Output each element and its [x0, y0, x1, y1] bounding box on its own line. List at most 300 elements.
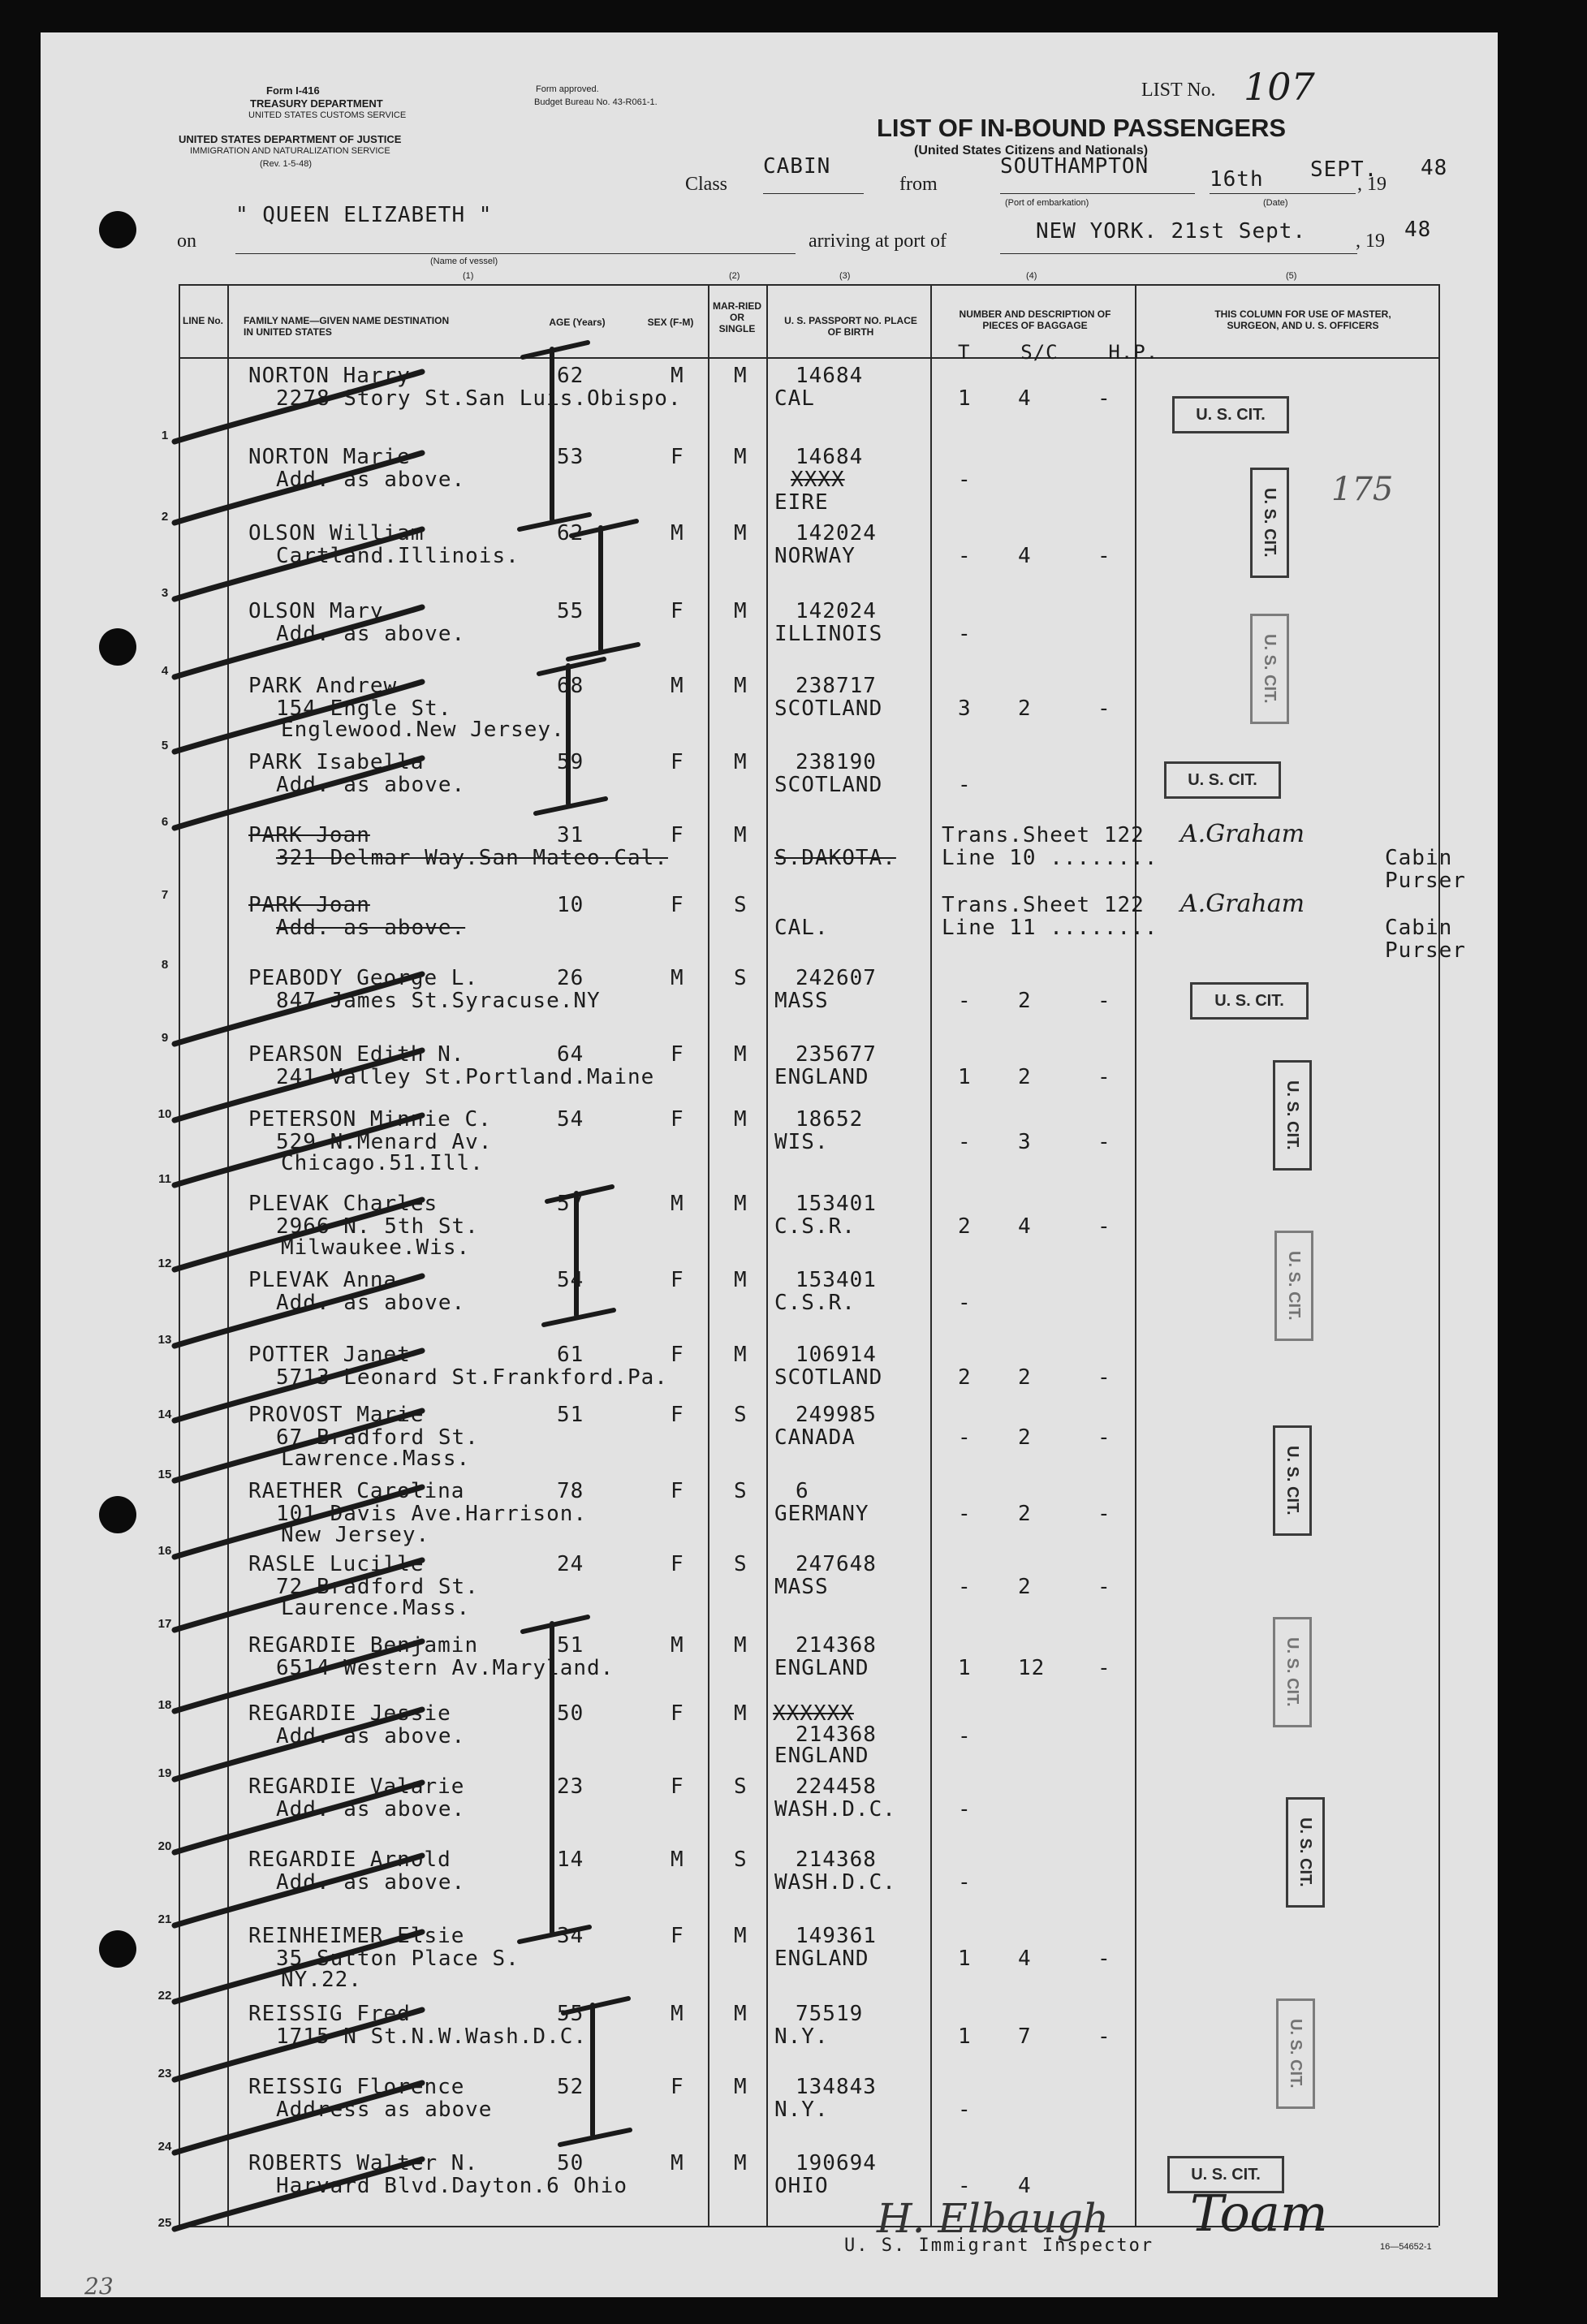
- inspector-signature: H. Elbaugh: [877, 2195, 1110, 2242]
- us-citizen-stamp: U. S. CIT.: [1276, 1998, 1315, 2109]
- passenger-name: PARK Isabella: [248, 750, 425, 774]
- passenger-sex: M: [671, 2002, 684, 2026]
- vessel-caption: (Name of vessel): [430, 257, 498, 266]
- corner-note: 23: [84, 2273, 114, 2300]
- passenger-name: REGARDIE Valarie: [248, 1774, 465, 1799]
- passenger-name: REISSIG Florence: [248, 2075, 465, 2099]
- passenger-address: 5713 Leonard St.Frankford.Pa.: [276, 1365, 668, 1390]
- passenger-address: 35 Sutton Place S.: [276, 1947, 520, 1971]
- baggage-hand: -: [1098, 1365, 1111, 1390]
- passenger-sex: F: [671, 823, 684, 847]
- place-of-birth: MASS: [774, 1575, 829, 1599]
- transfer-note: Trans.Sheet 122: [942, 893, 1145, 917]
- line-number: 12: [157, 1257, 172, 1270]
- place-of-birth: NORWAY: [774, 544, 856, 568]
- transfer-note: Trans.Sheet 122: [942, 823, 1145, 847]
- rule: [1000, 193, 1195, 194]
- passenger-address: 72 Bradford St.: [276, 1575, 479, 1599]
- date-day: 16th: [1210, 167, 1264, 192]
- place-of-birth: WASH.D.C.: [774, 1797, 896, 1822]
- baggage-suitcases: 4: [1018, 1947, 1032, 1971]
- place-of-birth: N.Y.: [774, 2024, 829, 2049]
- passenger-age: 53: [557, 445, 584, 469]
- passenger-name: REISSIG Fred: [248, 2002, 411, 2026]
- passenger-name: PARK Joan: [248, 893, 370, 917]
- marital-status: M: [734, 674, 748, 698]
- line-number: 10: [157, 1107, 172, 1121]
- rule: [763, 193, 864, 194]
- passenger-address: Add. as above.: [276, 1291, 466, 1315]
- baggage-hand: -: [1098, 1130, 1111, 1154]
- passport-number: 214368: [796, 1633, 877, 1658]
- place-of-birth: SCOTLAND: [774, 773, 883, 797]
- us-citizen-stamp: U. S. CIT.: [1190, 982, 1309, 1020]
- passenger-address: Add. as above.: [276, 468, 466, 492]
- passenger-address: Harvard Blvd.Dayton.6 Ohio: [276, 2174, 627, 2198]
- passenger-address: Add. as above.: [276, 1724, 466, 1748]
- passenger-age: 54: [557, 1268, 584, 1292]
- marital-status: M: [734, 2151, 748, 2175]
- passport-number: 247648: [796, 1552, 877, 1576]
- line-number: 23: [157, 2067, 172, 2080]
- passport-number: 153401: [796, 1192, 877, 1216]
- passenger-address-2: Englewood.New Jersey.: [281, 718, 565, 742]
- passport-number: 214368: [796, 1723, 877, 1747]
- passenger-address: 2966 N. 5th St.: [276, 1214, 479, 1239]
- baggage-suitcases: 2: [1018, 989, 1032, 1013]
- passenger-address-2: New Jersey.: [281, 1523, 430, 1547]
- passenger-address: 2278 Story St.San Luis.Obispo.: [276, 386, 682, 411]
- passenger-age: 64: [557, 1042, 584, 1067]
- passenger-address-2: Lawrence.Mass.: [281, 1447, 471, 1471]
- baggage-suitcases: 4: [1018, 1214, 1032, 1239]
- passenger-address: 101 Davis Ave.Harrison.: [276, 1502, 588, 1526]
- place-of-birth: ENGLAND: [774, 1744, 869, 1768]
- marital-status: M: [734, 2075, 748, 2099]
- passenger-address: 6514 Western Av.Maryland.: [276, 1656, 615, 1680]
- place-of-birth: GERMANY: [774, 1502, 869, 1526]
- marital-status: S: [734, 966, 748, 990]
- passenger-age: 24: [557, 1552, 584, 1576]
- baggage-suitcases: 2: [1018, 1425, 1032, 1450]
- baggage-trunks: 2: [958, 1365, 972, 1390]
- passport-number: 190694: [796, 2151, 877, 2175]
- col-num: (4): [1026, 271, 1037, 281]
- place-of-birth: ILLINOIS: [774, 622, 883, 646]
- date-caption: (Date): [1263, 198, 1288, 208]
- baggage-trunks: 1: [958, 2024, 972, 2049]
- passport-number: 106914: [796, 1343, 877, 1367]
- line-number: 16: [157, 1544, 172, 1558]
- year-value: 48: [1421, 156, 1448, 180]
- line-number: 2: [161, 510, 169, 524]
- passenger-name: OLSON William: [248, 521, 425, 545]
- col-rule: [227, 284, 229, 2226]
- line-number: 21: [157, 1912, 172, 1926]
- passenger-address: 67 Bradford St.: [276, 1425, 479, 1450]
- passenger-name: PLEVAK Anna: [248, 1268, 398, 1292]
- baggage-trunks: 1: [958, 1065, 972, 1089]
- header-age: AGE (Years): [549, 317, 606, 328]
- passenger-address-2: Laurence.Mass.: [281, 1596, 471, 1620]
- passenger-name: PARK Joan: [248, 823, 370, 847]
- department-1: TREASURY DEPARTMENT: [250, 97, 383, 110]
- us-citizen-stamp: U. S. CIT.: [1286, 1797, 1325, 1908]
- baggage-suitcases: 2: [1018, 1365, 1032, 1390]
- passport-number: 242607: [796, 966, 877, 990]
- passenger-name: OLSON Mary: [248, 599, 384, 623]
- passenger-age: 61: [557, 1343, 584, 1367]
- passenger-age: 23: [557, 1774, 584, 1799]
- officer-note: Cabin: [1385, 846, 1453, 870]
- passenger-name: NORTON Harry: [248, 364, 411, 388]
- passenger-name: PEABODY George L.: [248, 966, 479, 990]
- place-of-birth: ENGLAND: [774, 1065, 869, 1089]
- header-bottom-rule: [179, 357, 1438, 359]
- passenger-sex: F: [671, 2075, 684, 2099]
- passenger-address: 529 N.Menard Av.: [276, 1130, 493, 1154]
- line-number: 13: [157, 1333, 172, 1347]
- place-of-birth: ENGLAND: [774, 1656, 869, 1680]
- header-sex: SEX (F-M): [647, 317, 694, 328]
- line-number: 7: [161, 888, 169, 902]
- baggage-hand: -: [1098, 1214, 1111, 1239]
- place-of-birth: C.S.R.: [774, 1214, 856, 1239]
- marital-status: M: [734, 750, 748, 774]
- passenger-sex: M: [671, 1633, 684, 1658]
- passenger-name: NORTON Marie: [248, 445, 411, 469]
- col-rule: [766, 284, 768, 2226]
- passenger-age: 26: [557, 966, 584, 990]
- place-of-birth: WIS.: [774, 1130, 829, 1154]
- baggage-trunks: -: [958, 1291, 972, 1315]
- col-rule: [179, 284, 180, 2226]
- passenger-address: Cartland.Illinois.: [276, 544, 520, 568]
- passport-number: 153401: [796, 1268, 877, 1292]
- place-of-birth: CANADA: [774, 1425, 856, 1450]
- marital-status: M: [734, 823, 748, 847]
- us-citizen-stamp: U. S. CIT.: [1250, 614, 1289, 724]
- baggage-trunks: -: [958, 1870, 972, 1895]
- marital-status: M: [734, 1633, 748, 1658]
- passenger-address: 847 James St.Syracuse.NY: [276, 989, 601, 1013]
- passport-struck: XXXX: [791, 468, 845, 492]
- approved-2: Budget Bureau No. 43-R061-1.: [534, 97, 658, 107]
- baggage-trunks: -: [958, 2098, 972, 2122]
- marital-status: S: [734, 1848, 748, 1872]
- passenger-name: PROVOST Marie: [248, 1403, 425, 1427]
- baggage-trunks: 1: [958, 1947, 972, 1971]
- place-of-birth: C.S.R.: [774, 1291, 856, 1315]
- passenger-age: 52: [557, 2075, 584, 2099]
- place-of-birth: CAL.: [774, 916, 829, 940]
- port-caption: (Port of embarkation): [1005, 198, 1089, 208]
- arrival-port: NEW YORK. 21st Sept.: [1036, 219, 1307, 244]
- passenger-sex: F: [671, 893, 684, 917]
- us-citizen-stamp: U. S. CIT.: [1164, 761, 1281, 799]
- marital-status: M: [734, 1107, 748, 1132]
- baggage-hand: -: [1098, 1656, 1111, 1680]
- form-title: LIST OF IN-BOUND PASSENGERS: [877, 114, 1287, 142]
- passenger-sex: F: [671, 1042, 684, 1067]
- baggage-hand: -: [1098, 1502, 1111, 1526]
- line-number: 19: [157, 1766, 172, 1780]
- approved-1: Form approved.: [536, 84, 599, 94]
- passport-number: 18652: [796, 1107, 864, 1132]
- punch-hole: [99, 1930, 136, 1968]
- marital-status: S: [734, 1479, 748, 1503]
- department-3: UNITED STATES DEPARTMENT OF JUSTICE: [179, 133, 402, 145]
- passenger-name: PLEVAK Charles: [248, 1192, 438, 1216]
- baggage-suitcases: 7: [1018, 2024, 1032, 2049]
- baggage-suitcases: 4: [1018, 386, 1032, 411]
- line-number: 6: [161, 815, 169, 829]
- rule: [235, 253, 796, 254]
- us-citizen-stamp: U. S. CIT.: [1273, 1617, 1312, 1727]
- class-label: Class: [685, 174, 728, 195]
- line-number: 8: [161, 958, 169, 972]
- passenger-name: PARK Andrew: [248, 674, 398, 698]
- baggage-trunks: 1: [958, 1656, 972, 1680]
- passenger-name: PEARSON Edith N.: [248, 1042, 465, 1067]
- col-rule: [1135, 284, 1136, 2226]
- baggage-hand: -: [1098, 2024, 1111, 2049]
- passenger-sex: M: [671, 364, 684, 388]
- marital-status: S: [734, 1403, 748, 1427]
- passenger-age: 10: [557, 893, 584, 917]
- line-number: 1: [161, 429, 169, 442]
- marital-status: M: [734, 1042, 748, 1067]
- header-baggage-cols: T S/C H.P.: [958, 341, 1159, 364]
- marital-status: M: [734, 1701, 748, 1726]
- header-name: FAMILY NAME—GIVEN NAME DESTINATION IN UNITED STATES: [244, 315, 450, 338]
- baggage-hand: -: [1098, 1947, 1111, 1971]
- transfer-line: Line 11 ........: [942, 916, 1158, 940]
- passport-number: 214368: [796, 1848, 877, 1872]
- us-citizen-stamp: U. S. CIT.: [1250, 468, 1289, 578]
- place-of-birth: OHIO: [774, 2174, 829, 2198]
- officer-note: Cabin: [1385, 916, 1453, 940]
- passenger-sex: F: [671, 1479, 684, 1503]
- col-num: (3): [839, 271, 851, 281]
- header-officers: THIS COLUMN FOR USE OF MASTER, SURGEON, AND U. S. OFFICERS: [1214, 308, 1391, 331]
- punch-hole: [99, 211, 136, 248]
- passport-number: 224458: [796, 1774, 877, 1799]
- baggage-trunks: -: [958, 622, 972, 646]
- marital-status: M: [734, 599, 748, 623]
- passenger-age: 55: [557, 2002, 584, 2026]
- footer-code: 16—54652-1: [1380, 2242, 1432, 2252]
- passenger-sex: F: [671, 1924, 684, 1948]
- baggage-hand: -: [1098, 1575, 1111, 1599]
- marital-status: S: [734, 893, 748, 917]
- passport-number: 238717: [796, 674, 877, 698]
- baggage-hand: -: [1098, 1065, 1111, 1089]
- line-number: 14: [157, 1408, 172, 1421]
- passenger-age: 57: [557, 1192, 584, 1216]
- passenger-sex: M: [671, 1192, 684, 1216]
- marital-status: M: [734, 2002, 748, 2026]
- passenger-name: REGARDIE Arnold: [248, 1848, 451, 1872]
- header-line-no: LINE No.: [183, 315, 223, 326]
- line-number: 17: [157, 1617, 172, 1631]
- line-number: 20: [157, 1839, 172, 1853]
- passenger-sex: M: [671, 2151, 684, 2175]
- passenger-address: Add. as above.: [276, 773, 466, 797]
- place-of-birth: SCOTLAND: [774, 1365, 883, 1390]
- us-citizen-stamp: U. S. CIT.: [1172, 396, 1289, 433]
- transfer-line: Line 10 ........: [942, 846, 1158, 870]
- place-of-birth: S.DAKOTA.: [774, 846, 896, 870]
- baggage-trunks: -: [958, 1724, 972, 1748]
- from-label: from: [899, 174, 938, 195]
- col-rule: [1438, 284, 1440, 2226]
- passenger-address: Add. as above.: [276, 622, 466, 646]
- place-of-birth: CAL: [774, 386, 815, 411]
- marital-status: M: [734, 364, 748, 388]
- passenger-age: 54: [557, 1107, 584, 1132]
- baggage-hand: -: [1098, 696, 1111, 721]
- passenger-address: Address as above: [276, 2098, 493, 2122]
- line-number: 22: [157, 1989, 172, 2003]
- passenger-age: 78: [557, 1479, 584, 1503]
- passport-struck: XXXXXX: [773, 1701, 854, 1726]
- punch-hole: [99, 628, 136, 666]
- passenger-name: RASLE Lucille: [248, 1552, 425, 1576]
- baggage-trunks: -: [958, 2174, 972, 2198]
- passenger-address: 154 Engle St.: [276, 696, 452, 721]
- purser-signature: A.Graham: [1180, 890, 1305, 918]
- passport-number: 142024: [796, 599, 877, 623]
- line-number: 25: [157, 2216, 172, 2230]
- line-number: 11: [158, 1172, 171, 1186]
- baggage-trunks: -: [958, 1425, 972, 1450]
- passport-number: 238190: [796, 750, 877, 774]
- passenger-age: 62: [557, 364, 584, 388]
- baggage-suitcases: 2: [1018, 1502, 1032, 1526]
- marital-status: M: [734, 445, 748, 469]
- line-number: 18: [157, 1698, 172, 1712]
- passenger-age: 59: [557, 750, 584, 774]
- passenger-age: 50: [557, 1701, 584, 1726]
- marital-status: M: [734, 1343, 748, 1367]
- place-of-birth: WASH.D.C.: [774, 1870, 896, 1895]
- rule: [1000, 253, 1357, 254]
- passenger-address-2: Chicago.51.Ill.: [281, 1151, 484, 1175]
- baggage-trunks: 3: [958, 696, 972, 721]
- port-of-embarkation: SOUTHAMPTON: [1000, 154, 1149, 179]
- passenger-age: 51: [557, 1403, 584, 1427]
- passenger-address-2: NY.22.: [281, 1968, 362, 1992]
- vessel-name: " QUEEN ELIZABETH ": [235, 203, 493, 227]
- baggage-hand: -: [1098, 1425, 1111, 1450]
- passenger-sex: M: [671, 521, 684, 545]
- passenger-address-2: Milwaukee.Wis.: [281, 1235, 471, 1260]
- col-num: (2): [729, 271, 740, 281]
- us-citizen-stamp: U. S. CIT.: [1167, 2156, 1284, 2193]
- header-baggage: NUMBER AND DESCRIPTION OF PIECES OF BAGGAGE: [959, 308, 1111, 331]
- passport-number: 14684: [796, 364, 864, 388]
- rule: [1210, 193, 1356, 194]
- inspector-caption: U. S. Immigrant Inspector: [844, 2236, 1154, 2256]
- form-subtitle: (United States Citizens and Nationals): [914, 144, 1149, 157]
- passenger-address: Add. as above.: [276, 1870, 466, 1895]
- baggage-suitcases: 3: [1018, 1130, 1032, 1154]
- passport-number: 14684: [796, 445, 864, 469]
- passenger-age: 51: [557, 1633, 584, 1658]
- baggage-suitcases: 4: [1018, 544, 1032, 568]
- passenger-age: 14: [557, 1848, 584, 1872]
- date-month: SEPT.: [1310, 157, 1378, 182]
- passport-number: 75519: [796, 2002, 864, 2026]
- passenger-sex: F: [671, 750, 684, 774]
- passenger-age: 62: [557, 521, 584, 545]
- passenger-sex: F: [671, 1107, 684, 1132]
- passenger-name: PETERSON Minnie C.: [248, 1107, 492, 1132]
- passenger-name: POTTER Janet: [248, 1343, 411, 1367]
- passenger-address: 241 Valley St.Portland.Maine: [276, 1065, 655, 1089]
- baggage-trunks: -: [958, 1797, 972, 1822]
- marital-status: S: [734, 1552, 748, 1576]
- line-number: 3: [161, 586, 169, 600]
- marital-status: M: [734, 1192, 748, 1216]
- baggage-trunks: -: [958, 544, 972, 568]
- passenger-sex: M: [671, 966, 684, 990]
- us-citizen-stamp: U. S. CIT.: [1274, 1231, 1313, 1341]
- passenger-age: 55: [557, 599, 584, 623]
- marital-status: M: [734, 521, 748, 545]
- table-top-rule: [179, 284, 1438, 286]
- place-of-birth: SCOTLAND: [774, 696, 883, 721]
- passenger-sex: F: [671, 1774, 684, 1799]
- marital-status: M: [734, 1268, 748, 1292]
- passenger-address: Add. as above.: [276, 1797, 466, 1822]
- passport-number: 235677: [796, 1042, 877, 1067]
- passenger-sex: M: [671, 1848, 684, 1872]
- baggage-hand: -: [1098, 386, 1111, 411]
- baggage-trunks: 2: [958, 1214, 972, 1239]
- on-label: on: [177, 231, 196, 252]
- passport-number: 134843: [796, 2075, 877, 2099]
- passenger-address: 321 Delmar Way.San Mateo.Cal.: [276, 846, 668, 870]
- line-number: 24: [157, 2140, 172, 2154]
- header-married: MAR-RIED OR SINGLE: [713, 300, 761, 334]
- passenger-age: 34: [557, 1924, 584, 1948]
- passenger-sex: F: [671, 1343, 684, 1367]
- inspector-signature-tail: Toam: [1190, 2184, 1328, 2243]
- passenger-sex: F: [671, 1268, 684, 1292]
- baggage-suitcases: 2: [1018, 1575, 1032, 1599]
- passenger-sex: F: [671, 445, 684, 469]
- baggage-trunks: -: [958, 773, 972, 797]
- baggage-trunks: -: [958, 1502, 972, 1526]
- baggage-trunks: -: [958, 1575, 972, 1599]
- punch-hole: [99, 1496, 136, 1533]
- passenger-name: ROBERTS Walter N.: [248, 2151, 479, 2175]
- officer-note-2: Purser: [1385, 938, 1466, 963]
- class-value: CABIN: [763, 154, 831, 179]
- baggage-trunks: -: [958, 1130, 972, 1154]
- us-citizen-stamp: U. S. CIT.: [1273, 1060, 1312, 1171]
- arriving-label: arriving at port of: [809, 231, 947, 252]
- margin-note: 175: [1331, 471, 1394, 508]
- header-passport: U. S. PASSPORT NO. PLACE OF BIRTH: [784, 315, 917, 338]
- marital-status: S: [734, 1774, 748, 1799]
- arrival-year: 48: [1404, 218, 1432, 242]
- passenger-address: 1715 N St.N.W.Wash.D.C.: [276, 2024, 588, 2049]
- year-prefix: , 19: [1357, 174, 1386, 195]
- line-number: 5: [161, 739, 169, 752]
